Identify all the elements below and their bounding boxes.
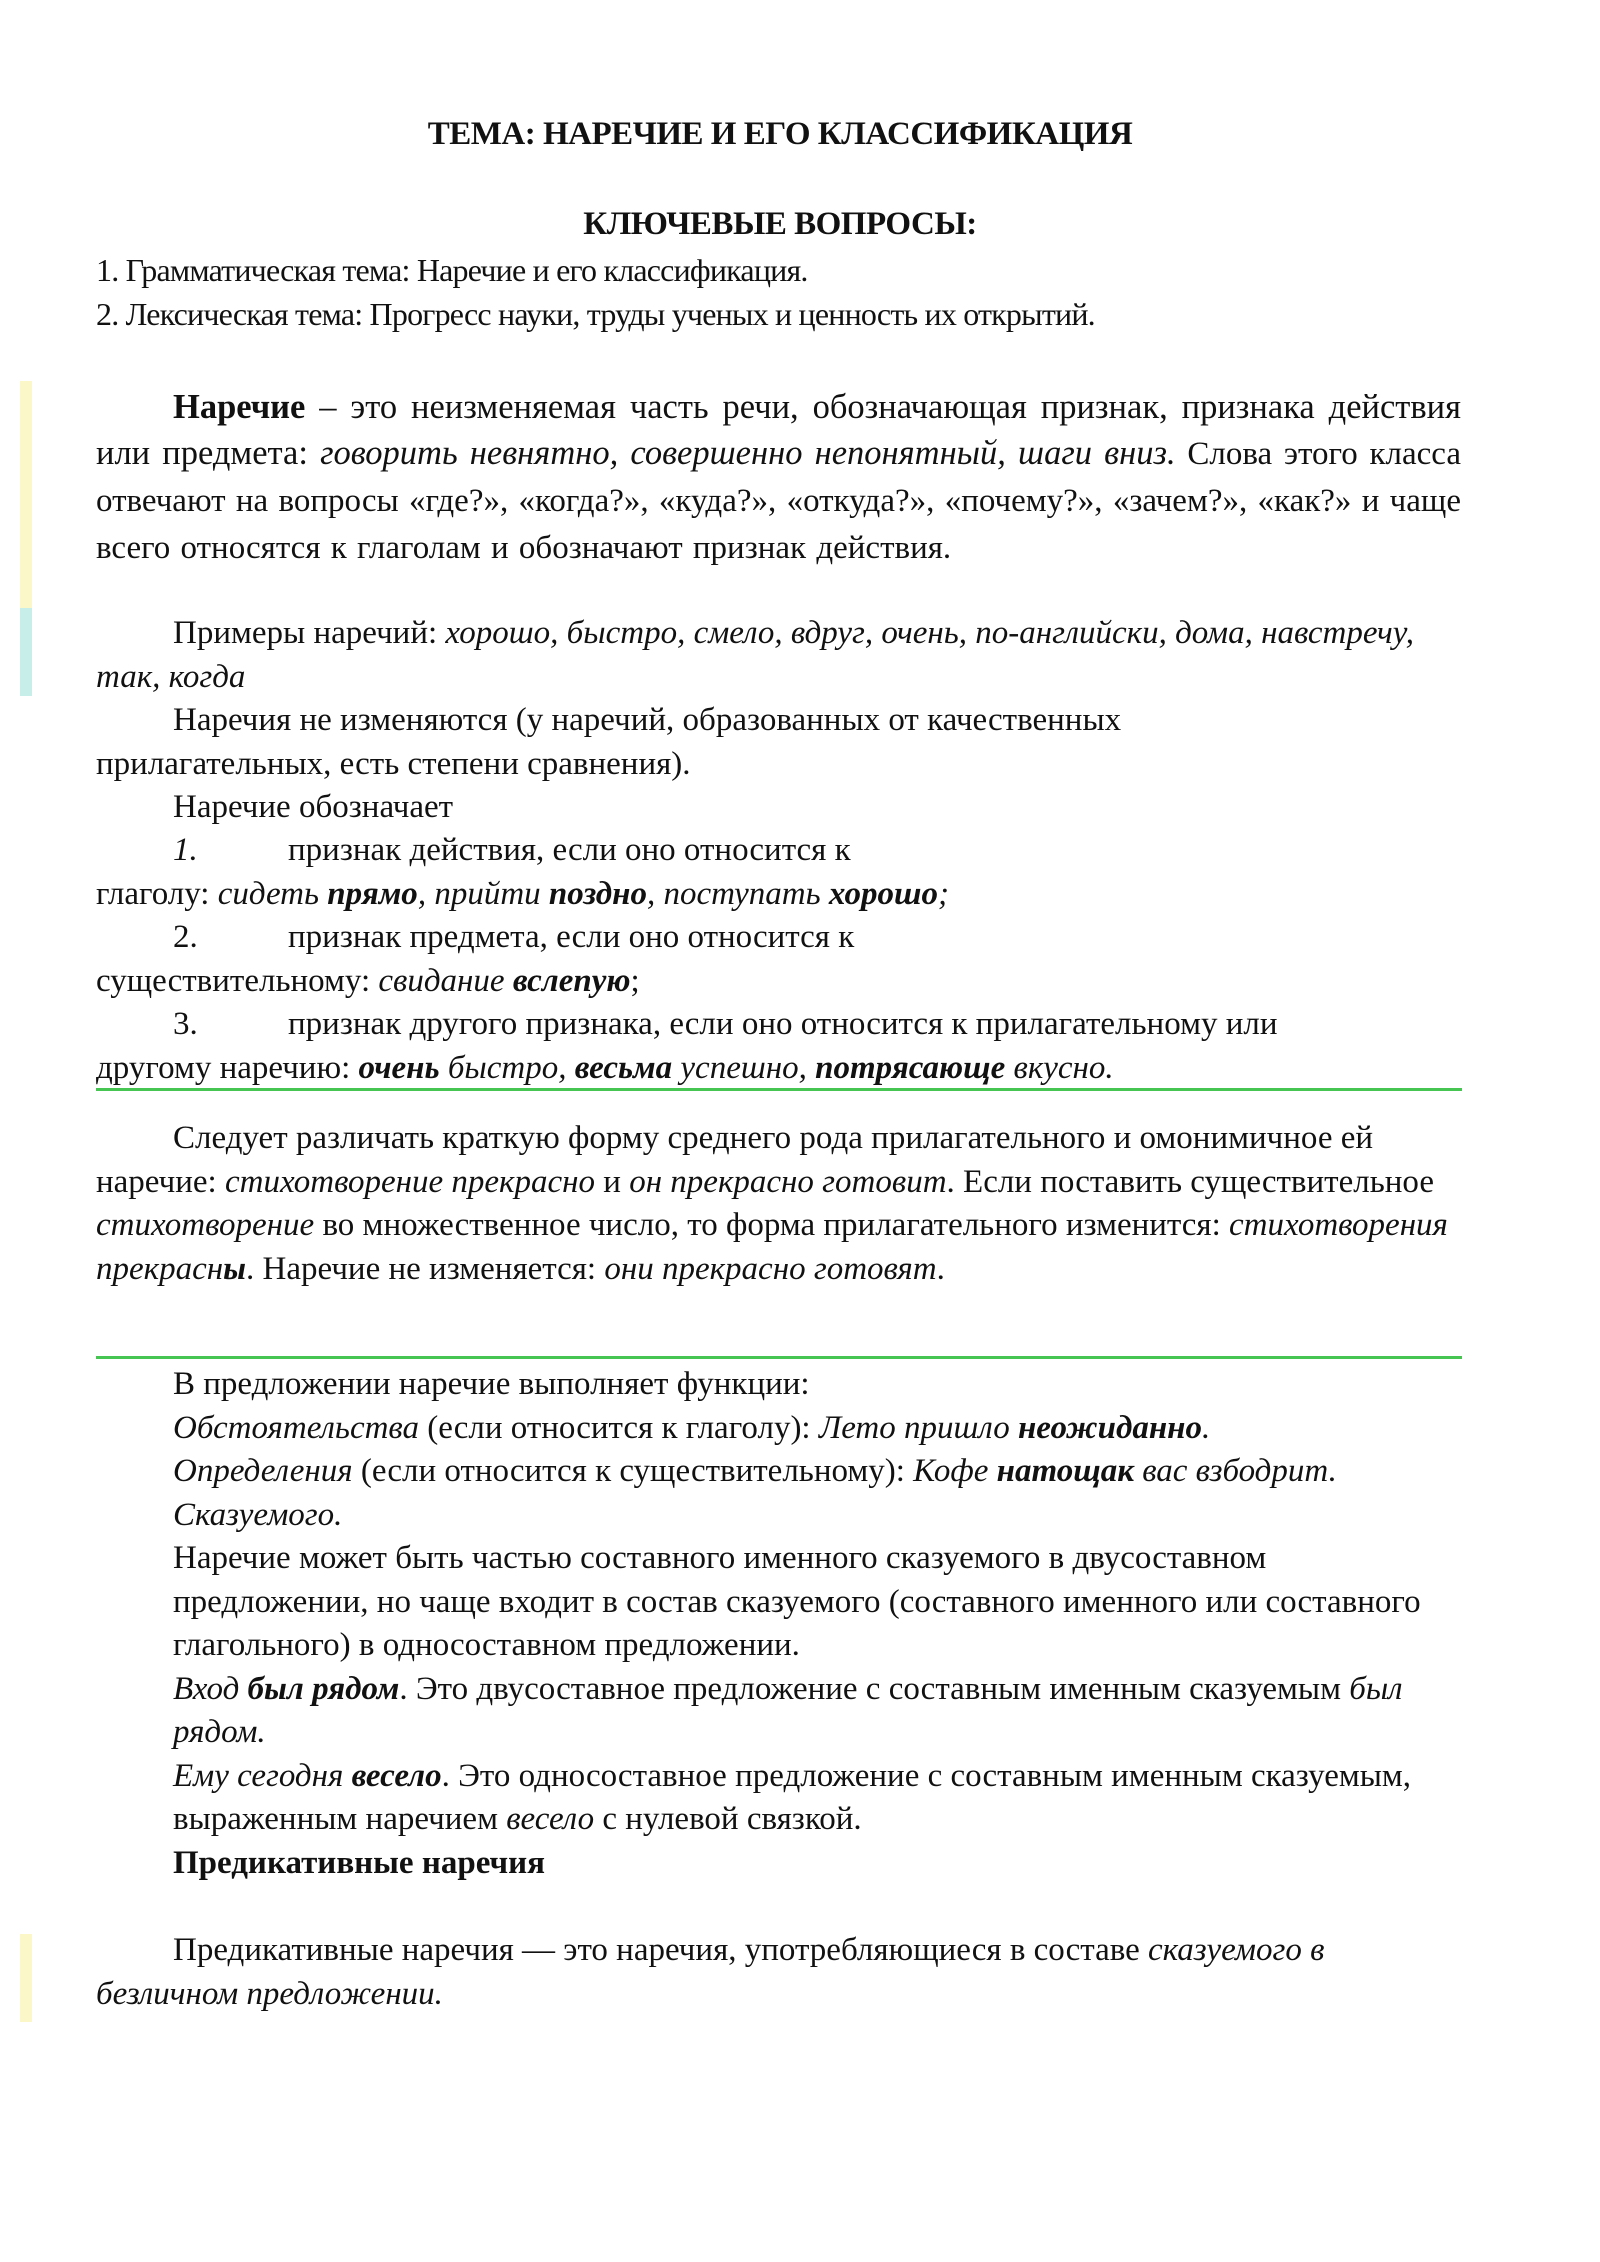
item-3-example-c-bold: потрясающе [815, 1049, 1006, 1086]
function-2-text: (если относится к существительному): [352, 1453, 914, 1489]
item-3-example-b: успешно, [672, 1049, 816, 1086]
predicate-example-1 [173, 1668, 1461, 1755]
distinguish-text-4: во множественное число, то форма прилагательного изменится: [314, 1207, 1230, 1243]
function-2-example-end: вас взбодрит. [1133, 1453, 1337, 1489]
function-attribute [173, 1450, 1461, 1494]
item-1-lead: глаголу: [96, 875, 218, 912]
item-3-example-a-bold: очень [358, 1049, 440, 1086]
distinguish-text-5: . Наречие не изменяется: [246, 1250, 605, 1287]
examples-list: хорошо, быстро, смело, вдруг, очень, по-английски, дома, навстречу, так, когда [96, 615, 1415, 695]
distinguish-example-2: он прекрасно готовит [629, 1163, 947, 1200]
distinguish-text-3: . Если поставить существительное [946, 1163, 1434, 1200]
item-1-number: 1. [173, 832, 198, 868]
function-circumstance [173, 1407, 1461, 1451]
item-3-lead: другому наречию: [96, 1049, 359, 1086]
distinguish-example-3: стихотворение [96, 1207, 315, 1243]
distinguish-text-1: Следует различать краткую форму среднего рода прилагательного и омонимичное ей наречие: [96, 1120, 1374, 1200]
section-divider-1 [96, 1088, 1462, 1091]
definition-text-2: Слова этого класса отвечают на вопросы «где?», «когда?», «куда?», «откуда?», «почему?», «зачем?», «как?» и чаще всего относятся к глаголам и обозначают признак действия. [96, 436, 1461, 566]
definition-text-1: – это неизменяемая часть речи, обозначающая признак, признака действия или предмета: [96, 388, 1461, 472]
distinguish-example-1: стихотворение прекрасно [224, 1163, 596, 1200]
example-2-text: . Это односоставное предложение с составным именным сказуемым, выраженным наречием [173, 1757, 1412, 1837]
function-1-end: . [1201, 1409, 1211, 1446]
item-2-example: свидание [378, 962, 513, 999]
item-3-example-c: вкусно. [1005, 1049, 1114, 1086]
list-item-3 [96, 1003, 1461, 1090]
function-3-name: Сказуемого. [173, 1496, 343, 1533]
predicative-paragraph [96, 1929, 1461, 2016]
example-2-italic: весело [506, 1801, 595, 1837]
term-adverb: Наречие [173, 388, 306, 426]
function-1-example-bold: неожиданно [1017, 1409, 1202, 1446]
item-2-example-bold: вслепую [512, 962, 631, 999]
item-3-example-a: быстро, [439, 1049, 575, 1086]
distinguish-example-4: стихотворения прекрасн [96, 1207, 1448, 1287]
functions-intro: В предложении наречие выполняет функции: [173, 1366, 810, 1402]
distinguish-paragraph [96, 1117, 1461, 1291]
item-1-text: признак действия, если оно относится к [288, 832, 851, 868]
distinguish-example-4-bold: ы [223, 1250, 247, 1287]
example-1-italic: был рядом. [173, 1670, 1403, 1750]
definition-example: говорить невнятно, совершенно непонятный, шаги вниз. [320, 434, 1176, 472]
item-2-number: 2. [173, 919, 198, 955]
example-2-start: Ему сегодня [173, 1757, 352, 1794]
predicative-italic: сказуемого в безличном предложении. [96, 1932, 1325, 2012]
definition-paragraph [96, 384, 1461, 571]
examples-paragraph [96, 612, 1461, 699]
item-1-example-c-bold: хорошо [828, 875, 939, 912]
key-questions-heading: КЛЮЧЕВЫЕ ВОПРОСЫ: [583, 206, 977, 242]
item-2-end: ; [630, 962, 640, 999]
distinguish-text-6: . [936, 1250, 945, 1287]
item-3-example-b-bold: весьма [574, 1049, 673, 1086]
list-item-1 [96, 829, 1461, 916]
distinguish-text-2: и [595, 1163, 630, 1200]
predicative-heading [173, 1842, 1461, 1886]
function-1-text: (если относится к глаголу): [419, 1409, 819, 1446]
margin-highlight-yellow-bottom [20, 1934, 32, 2022]
invariable-paragraph: Наречия не изменяются (у наречий, образованных от качественных прилагательных, есть степени сравнения). [96, 702, 1122, 782]
example-1-text: . Это двусоставное предложение с составным именным сказуемым [399, 1670, 1350, 1707]
function-1-example: Лето пришло [818, 1409, 1018, 1446]
example-2-bold: весело [351, 1757, 442, 1794]
item-3-text: признак другого признака, если оно относится к прилагательному или [288, 1006, 1278, 1042]
item-1-end: ; [938, 875, 950, 912]
function-1-name: Обстоятельства [173, 1409, 420, 1446]
example-1-bold: был рядом [247, 1670, 400, 1707]
distinguish-example-5: они прекрасно готовят [604, 1250, 937, 1287]
item-3-number: 3. [173, 1006, 198, 1042]
example-2-end: с нулевой связкой. [594, 1801, 862, 1837]
question-1: 1. Грамматическая тема: Наречие и его классификация. [96, 252, 808, 288]
item-1-example-c: , поступать [646, 875, 829, 912]
examples-label: Примеры наречий: [173, 615, 446, 651]
predicative-text: Предикативные наречия — это наречия, употребляющиеся в составе [173, 1932, 1149, 1968]
item-1-example-b-bold: поздно [548, 875, 647, 912]
predicate-explanation: Наречие может быть частью составного именного сказуемого в двусоставном предложении, но чаще входит в состав сказуемого (составного именного или составного глагольного) в односоставном предложении. [173, 1540, 1421, 1663]
functions-block [96, 1363, 1461, 1885]
predicate-example-2 [173, 1755, 1461, 1842]
function-predicate [173, 1494, 1461, 1538]
example-1-start: Вход [173, 1670, 248, 1707]
item-1-example-a: сидеть [217, 875, 328, 912]
function-2-example: Кофе [913, 1453, 997, 1489]
function-2-name: Определения [173, 1453, 353, 1489]
margin-highlight-yellow [20, 381, 32, 608]
item-1-example-b: , прийти [417, 875, 549, 912]
function-2-example-bold: натощак [996, 1453, 1134, 1489]
denotes-line: Наречие обозначает [173, 789, 454, 825]
page-title: ТЕМА: НАРЕЧИЕ И ЕГО КЛАССИФИКАЦИЯ [427, 116, 1133, 152]
list-item-2 [96, 916, 1461, 1003]
question-2: 2. Лексическая тема: Прогресс науки, труды ученых и ценность их открытий. [96, 296, 1095, 332]
margin-highlight-teal [20, 608, 32, 696]
predicative-heading-text: Предикативные наречия [173, 1844, 545, 1881]
item-2-lead: существительному: [96, 962, 379, 999]
item-1-example-a-bold: прямо [327, 875, 418, 912]
item-2-text: признак предмета, если оно относится к [288, 919, 855, 955]
section-divider-2 [96, 1356, 1462, 1359]
